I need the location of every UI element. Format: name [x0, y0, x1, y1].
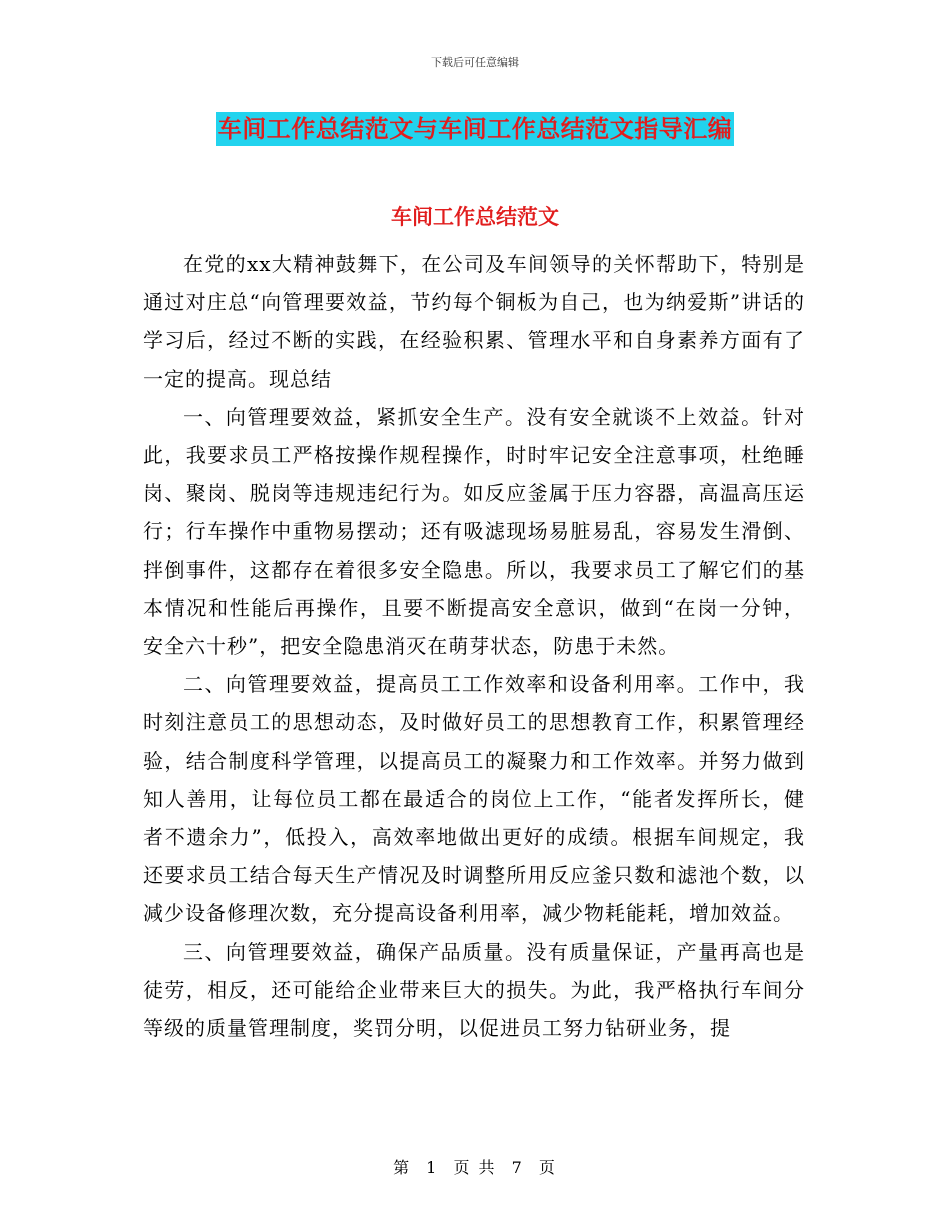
paragraph-quality: 三、向管理要效益，确保产品质量。没有质量保证，产量再高也是徒劳，相反，还可能给企业带来巨大的损失。为此，我严格执行车间分等级的质量管理制度，奖罚分明，以促进员工努力钻研业务，提	[143, 939, 805, 1041]
footer-middle: 页 共	[453, 1158, 497, 1177]
section-title: 车间工作总结范文	[391, 205, 559, 229]
document-body	[143, 245, 805, 1047]
paragraph-intro: 在党的xx大精神鼓舞下，在公司及车间领导的关怀帮助下，特别是通过对庄总“向管理要效益，节约每个铜板为自己，也为纳爱斯”讲话的学习后，经过不断的实践，在经验积累、管理水平和自身素养方面有了一定的提高。现总结	[143, 252, 805, 391]
document-title	[0, 112, 950, 146]
page-footer	[0, 1155, 950, 1178]
header-note: 下载后可任意编辑	[431, 56, 519, 69]
document-title-text: 车间工作总结范文与车间工作总结范文指导汇编	[216, 112, 735, 146]
footer-prefix: 第	[393, 1158, 412, 1177]
footer-total-pages: 7	[511, 1158, 524, 1177]
paragraph-safety: 一、向管理要效益，紧抓安全生产。没有安全就谈不上效益。针对此，我要求员工严格按操作规程操作，时时牢记安全注意事项，杜绝睡岗、聚岗、脱岗等违规违纪行为。如反应釜属于压力容器，高温高压运行；行车操作中重物易摆动；还有吸滤现场易脏易乱，容易发生滑倒、拌倒事件，这都存在着很多安全隐患。所以，我要求员工了解它们的基本情况和性能后再操作，且要不断提高安全意识，做到“在岗一分钟，安全六十秒”，把安全隐患消灭在萌芽状态，防患于未然。	[143, 404, 805, 659]
footer-current-page: 1	[426, 1158, 439, 1177]
footer-suffix: 页	[538, 1158, 557, 1177]
paragraph-efficiency: 二、向管理要效益，提高员工工作效率和设备利用率。工作中，我时刻注意员工的思想动态，及时做好员工的思想教育工作，积累管理经验，结合制度科学管理，以提高员工的凝聚力和工作效率。并努力做到知人善用，让每位员工都在最适合的岗位上工作，“能者发挥所长，健者不遗余力”，低投入，高效率地做出更好的成绩。根据车间规定，我还要求员工结合每天生产情况及时调整所用反应釜只数和滤池个数，以减少设备修理次数，充分提高设备利用率，减少物耗能耗，增加效益。	[143, 672, 805, 926]
